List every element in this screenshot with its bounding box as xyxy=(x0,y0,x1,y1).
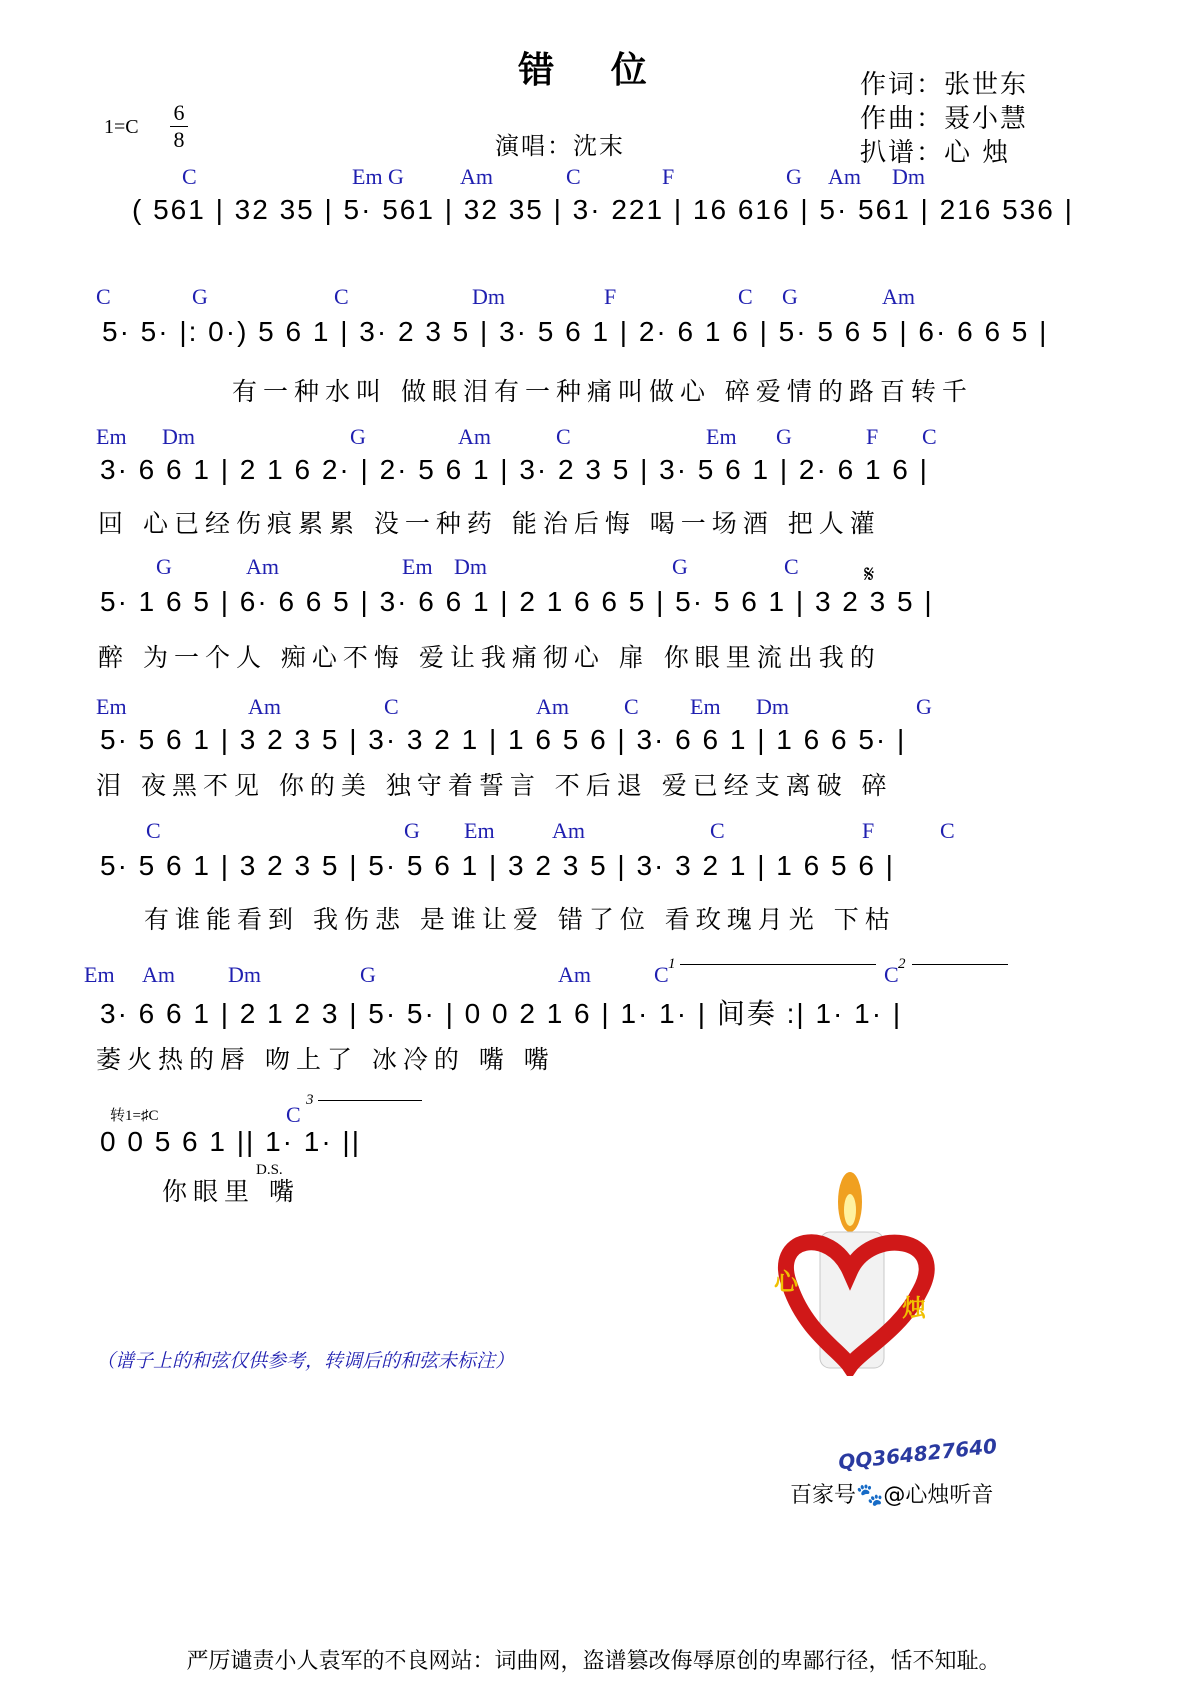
ending-2-mark: 2 xyxy=(898,956,906,972)
score-row-2 xyxy=(0,284,1187,424)
chord: Am xyxy=(142,962,175,987)
chord: Em xyxy=(96,694,127,719)
chord: C xyxy=(884,962,899,987)
notation-line: 5· 5 6 1 | 3 2 3 5 | 3· 3 2 1 | 1 6 5 6 | 3· 6 6 1 | 1 6 6 5· | xyxy=(100,724,907,755)
chord: C xyxy=(334,284,349,309)
chord: Dm xyxy=(756,694,789,719)
chord: Dm xyxy=(228,962,261,987)
logo-caption: 百家号🐾@心烛听音 xyxy=(790,1483,994,1508)
chord: C xyxy=(182,164,197,189)
transcriber-credit: 扒谱：心 烛 xyxy=(860,138,1011,168)
notation-line: 5· 5· |: 0·) 5 6 1 | 3· 2 3 5 | 3· 5 6 1 | 2· 6 1 6 | 5· 5 6 5 | 6· 6 6 5 | xyxy=(102,316,1049,347)
chord: C xyxy=(710,818,725,843)
chord-note: （谱子上的和弦仅供参考，转调后的和弦未标注） xyxy=(96,1350,515,1372)
chord: G xyxy=(156,554,172,579)
chord: C xyxy=(940,818,955,843)
chord: Am xyxy=(460,164,493,189)
chord: Am xyxy=(882,284,915,309)
chord: C xyxy=(286,1102,301,1127)
lyric-line: 有一种水叫 做眼泪有一种痛叫做心 碎爱情的路百转千 xyxy=(232,377,973,406)
chord: C xyxy=(654,962,669,987)
chord: G xyxy=(360,962,376,987)
notation-line: 5· 5 6 1 | 3 2 3 5 | 5· 5 6 1 | 3 2 3 5 | 3· 3 2 1 | 1 6 5 6 | xyxy=(100,850,895,881)
time-sig-top: 6 xyxy=(173,100,185,125)
notation-line: 5· 1 6 5 | 6· 6 6 5 | 3· 6 6 1 | 2 1 6 6 5 | 5· 5 6 1 | 3 2 3 5 | xyxy=(100,586,934,617)
chord: Em xyxy=(402,554,433,579)
chord: Am xyxy=(828,164,861,189)
chord: C xyxy=(922,424,937,449)
chord: Dm xyxy=(162,424,195,449)
chord: C xyxy=(96,284,111,309)
notation-line: ( 561 | 32 35 | 5· 561 | 32 35 | 3· 221 | 16 616 | 5· 561 | 216 536 | xyxy=(132,194,1074,225)
chord: G xyxy=(786,164,802,189)
ending-3-mark: 3 xyxy=(306,1092,314,1108)
score-row-5 xyxy=(0,694,1187,834)
chord: C xyxy=(624,694,639,719)
lyricist-credit: 作词：张世东 xyxy=(860,70,1029,100)
chord: Dm xyxy=(892,164,925,189)
lyric-line: 你眼里 嘴 xyxy=(162,1177,300,1206)
chord: F xyxy=(862,818,875,843)
chord: Em xyxy=(464,818,495,843)
chord: G xyxy=(782,284,798,309)
volta-bracket-3 xyxy=(318,1100,422,1101)
chord: G xyxy=(192,284,208,309)
song-title: 错 位 xyxy=(518,49,669,91)
chord: Am xyxy=(552,818,585,843)
volta-bracket-2 xyxy=(912,964,1008,965)
chord: Dm xyxy=(472,284,505,309)
score-row-7 xyxy=(0,956,1187,1102)
dal-segno-mark: D.S. xyxy=(256,1162,283,1178)
chord: Am xyxy=(536,694,569,719)
singer-credit: 演唱：沈末 xyxy=(495,132,625,160)
lyric-line: 醉 为一个人 痴心不悔 爱让我痛彻心 扉 你眼里流出我的 xyxy=(98,643,881,672)
chord: G xyxy=(350,424,366,449)
candle-logo xyxy=(760,1166,970,1376)
key-signature: 1=C xyxy=(104,116,139,138)
logo-char-2: 烛 xyxy=(902,1293,926,1322)
chord: C xyxy=(566,164,581,189)
score-row-3 xyxy=(0,424,1187,564)
chord: Em xyxy=(690,694,721,719)
chord: Am xyxy=(558,962,591,987)
chord: G xyxy=(672,554,688,579)
lyric-line: 泪 夜黑不见 你的美 独守着誓言 不后退 爱已经支离破 碎 xyxy=(96,771,893,800)
chord: F xyxy=(866,424,879,449)
chord: G xyxy=(404,818,420,843)
notation-line: 3· 6 6 1 | 2 1 6 2· | 2· 5 6 1 | 3· 2 3 5 | 3· 5 6 1 | 2· 6 1 6 | xyxy=(100,454,929,485)
notation-line: 0 0 5 6 1 || 1· 1· || xyxy=(100,1126,361,1157)
time-signature xyxy=(170,100,188,153)
volta-bracket-1 xyxy=(680,964,876,965)
chord: Am xyxy=(246,554,279,579)
chord: F xyxy=(662,164,675,189)
ending-1-mark: 1 xyxy=(668,956,676,972)
lyric-line: 有谁能看到 我伤悲 是谁让爱 错了位 看玫瑰月光 下枯 xyxy=(144,905,896,934)
chord: C xyxy=(384,694,399,719)
chord: C xyxy=(784,554,799,579)
chord: G xyxy=(916,694,932,719)
chord: G xyxy=(776,424,792,449)
composer-credit: 作曲：聂小慧 xyxy=(860,104,1029,134)
footer-notice: 严厉谴责小人袁军的不良网站：词曲网，盗谱篡改侮辱原创的卑鄙行径，恬不知耻。 xyxy=(186,1649,1001,1674)
lyric-line: 萎火热的唇 吻上了 冰冷的 嘴 嘴 xyxy=(96,1045,555,1074)
modulation-mark: 转1=♯C xyxy=(110,1108,159,1124)
score-row-8 xyxy=(0,1092,1187,1236)
chord: Dm xyxy=(454,554,487,579)
score-row-6 xyxy=(0,818,1187,958)
lyric-line: 回 心已经伤痕累累 没一种药 能治后悔 喝一场酒 把人灌 xyxy=(98,509,881,538)
chord: C xyxy=(146,818,161,843)
segno-sign: 𝄋 xyxy=(864,560,875,588)
chord: Em xyxy=(706,424,737,449)
chord: Em G xyxy=(352,164,404,189)
score-row-4 xyxy=(0,554,1187,694)
notation-line: 3· 6 6 1 | 2 1 2 3 | 5· 5· | 0 0 2 1 6 | 1· 1· | 间奏 :| 1· 1· | xyxy=(100,998,903,1029)
chord: C xyxy=(556,424,571,449)
chord: F xyxy=(604,284,617,309)
time-sig-bottom: 8 xyxy=(173,127,185,152)
chord: Am xyxy=(458,424,491,449)
logo-char-1: 心 xyxy=(774,1267,798,1296)
chord: Em xyxy=(84,962,115,987)
chord: C xyxy=(738,284,753,309)
chord: Em xyxy=(96,424,127,449)
qq-number: QQ364827640 xyxy=(837,1433,999,1475)
chord: Am xyxy=(248,694,281,719)
score-row-1 xyxy=(0,164,1187,304)
